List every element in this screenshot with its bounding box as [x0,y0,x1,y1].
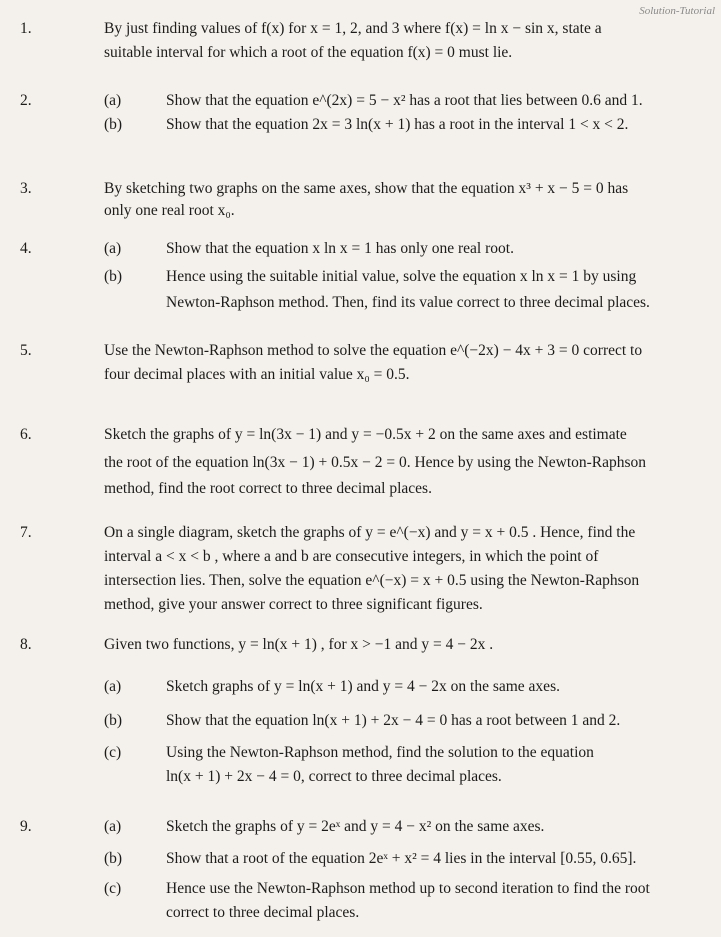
part-label: (b) [104,850,123,867]
part-line: Show that the equation x ln x = 1 has only one real root. [166,240,514,257]
part-line: Using the Newton-Raphson method, find the solution to the equation [166,744,594,761]
part-line: ln(x + 1) + 2x − 4 = 0, correct to three decimal places. [166,768,502,785]
part-line: correct to three decimal places. [166,904,360,921]
watermark: Solution-Tutorial [639,5,715,17]
part-line: Sketch graphs of y = ln(x + 1) and y = 4 − 2x on the same axes. [166,678,560,695]
part-label: (b) [104,712,123,729]
question-line: Use the Newton-Raphson method to solve the equation e^(−2x) − 4x + 3 = 0 correct to [104,342,643,359]
part-line: Show that the equation ln(x + 1) + 2x − 4 = 0 has a root between 1 and 2. [166,712,621,729]
part-label: (a) [104,818,122,835]
question-line: interval a < x < b , where a and b are consecutive integers, in which the point of [104,548,599,565]
part-line: Show that the equation 2x = 3 ln(x + 1) has a root in the interval 1 < x < 2. [166,116,629,133]
question-line: only one real root x₀. [104,202,235,219]
question-line: four decimal places with an initial value x₀ = 0.5. [104,366,410,383]
question-line: method, find the root correct to three decimal places. [104,480,432,497]
part-label: (c) [104,880,122,897]
part-label: (a) [104,678,122,695]
question-line: the root of the equation ln(3x − 1) + 0.5x − 2 = 0. Hence by using the Newton-Raphson [104,454,647,471]
part-label: (c) [104,744,122,761]
question-number: 1. [20,20,32,37]
part-line: Show that the equation e^(2x) = 5 − x² has a root that lies between 0.6 and 1. [166,92,643,109]
question-line: method, give your answer correct to three significant figures. [104,596,483,613]
part-line: Sketch the graphs of y = 2eˣ and y = 4 − x² on the same axes. [166,818,545,835]
question-number: 2. [20,92,32,109]
part-label: (a) [104,240,122,257]
question-line: suitable interval for which a root of the equation f(x) = 0 must lie. [104,44,513,61]
part-line: Show that a root of the equation 2eˣ + x² = 4 lies in the interval [0.55, 0.65]. [166,850,637,867]
question-line: Sketch the graphs of y = ln(3x − 1) and y = −0.5x + 2 on the same axes and estimate [104,426,627,443]
part-label: (b) [104,116,123,133]
question-number: 3. [20,180,32,197]
part-line: Hence use the Newton-Raphson method up to second iteration to find the root [166,880,650,897]
question-line: On a single diagram, sketch the graphs of y = e^(−x) and y = x + 0.5 . Hence, find the [104,524,636,541]
question-number: 5. [20,342,32,359]
part-label: (a) [104,92,122,109]
question-number: 9. [20,818,32,835]
question-number: 7. [20,524,32,541]
question-line: Given two functions, y = ln(x + 1) , for x > −1 and y = 4 − 2x . [104,636,494,653]
part-line: Hence using the suitable initial value, solve the equation x ln x = 1 by using [166,268,637,285]
question-line: intersection lies. Then, solve the equation e^(−x) = x + 0.5 using the Newton-Raphson [104,572,640,589]
question-line: By sketching two graphs on the same axes, show that the equation x³ + x − 5 = 0 has [104,180,629,197]
part-line: Newton-Raphson method. Then, find its value correct to three decimal places. [166,294,650,311]
question-line: By just finding values of f(x) for x = 1, 2, and 3 where f(x) = ln x − sin x, state a [104,20,602,37]
part-label: (b) [104,268,123,285]
question-number: 8. [20,636,32,653]
question-number: 6. [20,426,32,443]
question-number: 4. [20,240,32,257]
